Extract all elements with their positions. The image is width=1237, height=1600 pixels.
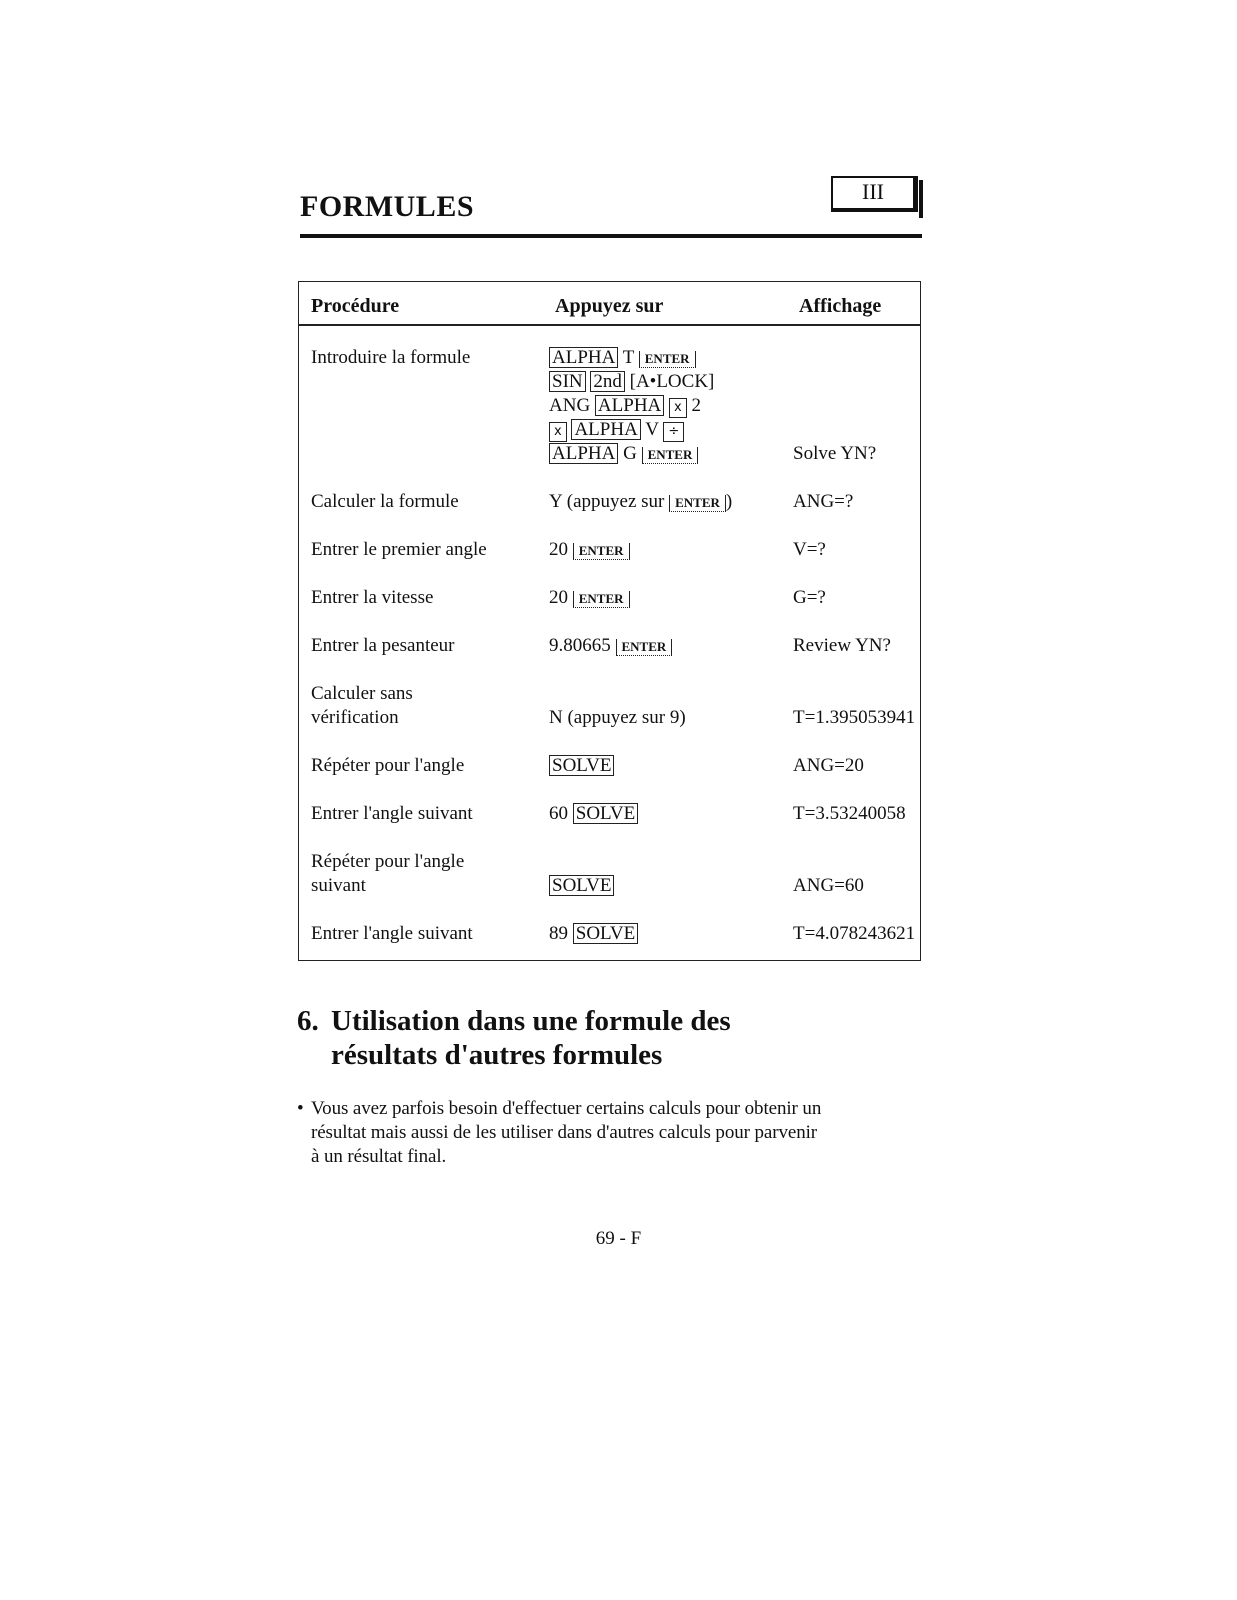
column-header-procedure: Procédure [299,282,544,326]
table-header-row [299,282,921,326]
paragraph-line-2: résultat mais aussi de les utiliser dans d'autres calculs pour parvenir [311,1122,818,1143]
display-cell: G=? [793,587,826,608]
enter-key-glyph: ENTER [573,591,630,608]
keystroke-line [549,802,787,826]
paragraph-line-3: à un résultat final. [311,1146,447,1167]
procedure-cell [299,514,544,562]
section-number: 6. [297,1005,319,1037]
key-text: G [618,443,642,464]
enter-key-glyph: ENTER [639,351,696,368]
procedure-cell [299,898,544,961]
procedure-text: Répéter pour l'angle [311,755,465,776]
calculator-key-glyph: ALPHA [549,347,618,368]
display-cell: V=? [793,539,826,560]
keystroke-line [549,922,787,946]
enter-key-glyph: ENTER [573,543,630,560]
calculator-key-glyph: SOLVE [573,803,638,824]
key-text: Y (appuyez sur [549,491,670,512]
enter-key-glyph: ENTER [642,447,699,464]
procedure-text: Calculer sans [311,683,413,704]
procedure-cell [299,610,544,658]
keys-cell [543,466,787,514]
header-rule [300,234,922,238]
keystroke-line [549,490,787,514]
keystroke-line [549,586,787,610]
section-heading [297,1004,937,1072]
display-cell: ANG=20 [793,755,864,776]
operator-key-glyph: x [669,398,687,418]
procedure-text: Répéter pour l'angle [311,851,465,872]
keys-cell [543,778,787,826]
keystroke-line [549,394,787,418]
keys-cell [543,730,787,778]
page-header [300,176,922,242]
key-text: 20 [549,539,573,560]
keys-cell [543,562,787,610]
calculator-key-glyph: ALPHA [595,395,664,416]
keystroke-line [549,418,787,442]
procedure-table [298,281,921,961]
key-text: ANG [549,395,595,416]
keystroke-line [549,538,787,562]
procedure-cell [299,562,544,610]
procedure-text: Entrer l'angle suivant [311,803,473,824]
keystroke-line [549,706,787,730]
procedure-cell [299,466,544,514]
procedure-text: vérification [311,707,399,728]
operator-key-glyph: x [549,422,567,442]
table-row [299,778,921,826]
procedure-cell [299,826,544,898]
operator-key-glyph: ÷ [663,422,684,442]
keystroke-line [549,754,787,778]
section-title-line-1: Utilisation dans une formule des [331,1005,731,1037]
keys-cell [543,610,787,658]
procedure-text: suivant [311,875,366,896]
chapter-tab: III [831,176,918,212]
bullet-paragraph [297,1097,922,1169]
keys-cell [543,325,787,466]
calculator-key-glyph: ALPHA [549,443,618,464]
calculator-key-glyph: SOLVE [549,755,614,776]
procedure-text: Entrer la vitesse [311,587,434,608]
table-row [299,514,921,562]
calculator-key-glyph: ALPHA [571,419,640,440]
page-title: FORMULES [300,190,475,223]
key-text: ) [725,491,733,512]
procedure-cell [299,778,544,826]
table-row [299,466,921,514]
table-row [299,610,921,658]
table-row [299,562,921,610]
procedure-cell [299,325,544,466]
procedure-text: Entrer l'angle suivant [311,923,473,944]
key-text: N (appuyez sur 9) [549,707,686,728]
calculator-key-glyph: SOLVE [549,875,614,896]
display-cell: Review YN? [793,635,891,656]
procedure-text: Entrer le premier angle [311,539,487,560]
table-row [299,898,921,961]
paragraph-line-1: Vous avez parfois besoin d'effectuer certains calculs pour obtenir un [311,1098,822,1119]
keystroke-line [549,370,787,394]
keys-cell [543,898,787,961]
column-header-press: Appuyez sur [543,282,787,326]
calculator-key-glyph: SIN [549,371,586,392]
procedure-text: Introduire la formule [311,347,471,368]
enter-key-glyph: ENTER [669,495,726,512]
display-cell: T=3.53240058 [793,803,906,824]
key-text: 60 [549,803,573,824]
key-text: 9.80665 [549,635,616,656]
calculator-key-glyph: SOLVE [573,923,638,944]
keys-cell [543,514,787,562]
calculator-key-glyph: 2nd [590,371,625,392]
keystroke-line [549,442,787,466]
keys-cell [543,826,787,898]
keystroke-line [549,634,787,658]
key-text: T [618,347,639,368]
page-number: 69 - F [595,1228,642,1249]
column-header-display: Affichage [787,282,921,326]
keystroke-line [549,346,787,370]
table-row [299,826,921,898]
bullet: • [297,1098,304,1119]
table-row [299,658,921,730]
keys-cell [543,658,787,730]
procedure-text: Calculer la formule [311,491,459,512]
keystroke-line [549,874,787,898]
display-cell: Solve YN? [793,443,877,464]
display-cell: T=1.395053941 [793,707,916,728]
display-cell: ANG=? [793,491,854,512]
table-body [299,325,921,961]
key-text: V [640,419,664,440]
display-cell: ANG=60 [793,875,864,896]
procedure-cell [299,730,544,778]
key-text: 20 [549,587,573,608]
procedure-cell [299,658,544,730]
key-text: 2 [686,395,701,416]
section-title-line-2: résultats d'autres formules [331,1039,663,1071]
procedure-text: Entrer la pesanteur [311,635,455,656]
table-row [299,325,921,466]
display-cell: T=4.078243621 [793,923,916,944]
table-row [299,730,921,778]
key-text: 89 [549,923,573,944]
enter-key-glyph: ENTER [616,639,673,656]
key-text: [A•LOCK] [624,371,715,392]
